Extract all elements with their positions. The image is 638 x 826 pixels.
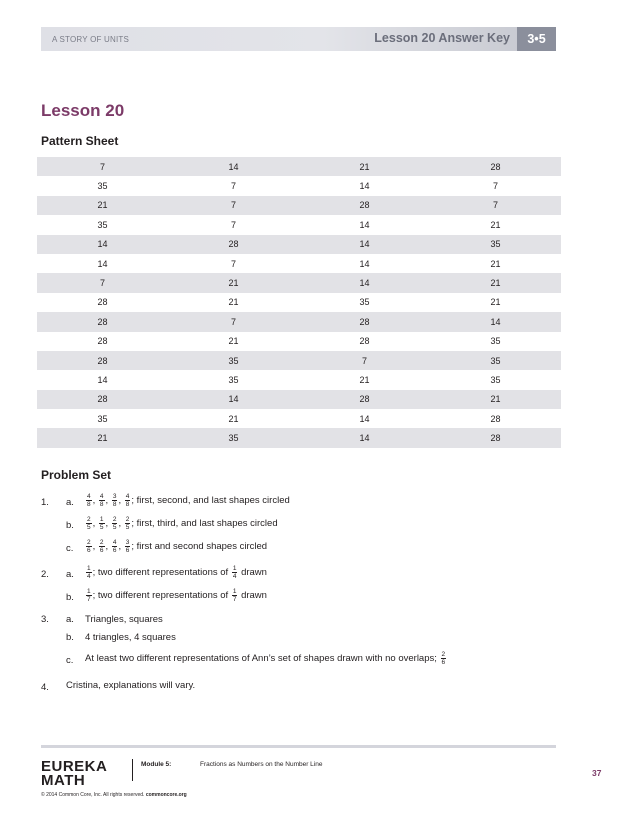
pattern-cell: 7 [37,157,168,176]
pattern-cell: 14 [299,235,430,254]
answer-1a: $\frac{4}{8}$ , $\frac{4}{8}$ , $\frac{3}{8}$ , $\frac{4}{8}$ ; first, second, and last shapes circled [87,493,290,508]
denominator: 5 [99,524,104,531]
pattern-cell: 28 [430,428,561,447]
fraction-glyph [99,493,105,508]
numerator: 1 [232,565,237,572]
fraction-glyph [125,539,131,554]
pattern-cell: 35 [430,235,561,254]
copyright-text: © 2014 Common Core, Inc. All rights reserved. [41,792,145,798]
fraction-glyph [232,588,238,603]
answer-3b: 4 triangles, 4 squares [85,632,176,643]
fraction-glyph [112,539,118,554]
denominator: 6 [87,547,91,554]
answer-2b: $\frac{1}{7}$ ; two different representations of $\frac{1}{7}$ drawn [87,588,267,603]
part-letter: b. [66,520,74,531]
pattern-cell: 7 [430,176,561,195]
pattern-cell: 7 [37,273,168,292]
pattern-cell: 14 [299,273,430,292]
pattern-cell: 35 [299,293,430,312]
pattern-cell: 21 [430,390,561,409]
numerator: 4 [112,539,117,546]
part-letter: c. [66,543,74,554]
pattern-cell: 21 [168,293,299,312]
fraction [85,590,93,601]
fraction-glyph [125,516,131,531]
part-letter: a. [66,497,74,508]
answer-1b: $\frac{2}{5}$ , $\frac{1}{5}$ , $\frac{2}{5}$ , $\frac{2}{5}$ ; first, third, and last shapes circled [87,516,278,531]
fraction-glyph [86,539,92,554]
page-number: 37 [592,768,602,778]
numerator: 1 [87,588,91,595]
pattern-cell: 14 [37,235,168,254]
module-label: Module 5: [141,761,172,768]
answer-2a: $\frac{1}{4}$ ; two different representations of $\frac{1}{4}$ drawn [87,565,267,580]
pattern-cell: 14 [299,409,430,428]
fraction [231,567,239,578]
numerator: 3 [112,493,117,500]
numerator: 4 [87,493,91,500]
pattern-cell: 21 [37,428,168,447]
logo-line: EUREKA [41,758,108,775]
pattern-cell: 28 [37,312,168,331]
pattern-row [37,390,561,409]
pattern-row [37,409,561,428]
pattern-cell: 28 [299,312,430,331]
answer-4: Cristina, explanations will vary. [66,680,196,691]
denominator: 6 [99,547,104,554]
answer-3c [85,651,447,666]
pattern-row [37,196,561,215]
pattern-cell: 14 [37,254,168,273]
pattern-cell: 21 [430,215,561,234]
pattern-cell: 28 [299,390,430,409]
denominator: 4 [87,573,91,580]
numerator: 2 [87,539,91,546]
part-letter: b. [66,592,74,603]
pattern-cell: 14 [299,215,430,234]
numerator: 1 [99,516,104,523]
pattern-cell: 7 [299,351,430,370]
pattern-row [37,312,561,331]
denominator: 6 [441,659,446,666]
problem-number: 1. [41,497,49,508]
pattern-cell: 7 [430,196,561,215]
pattern-cell: 21 [299,157,430,176]
pattern-cell: 28 [430,157,561,176]
pattern-cell: 21 [430,273,561,292]
answer-1c: $\frac{2}{6}$ , $\frac{2}{6}$ , $\frac{4}{6}$ , $\frac{3}{6}$ ; first and second shapes circled [87,539,268,554]
pattern-cell: 28 [299,332,430,351]
fraction-list: $\frac{2}{5}$ , $\frac{1}{5}$ , $\frac{2}{5}$ , $\frac{2}{5}$ [87,516,130,531]
part-letter: c. [66,655,74,666]
pattern-cell: 35 [37,215,168,234]
denominator: 8 [87,501,91,508]
pattern-sheet-title: Pattern Sheet [41,134,119,148]
pattern-cell: 14 [299,176,430,195]
denominator: 8 [99,501,104,508]
pattern-row [37,428,561,447]
pattern-cell: 7 [168,215,299,234]
pattern-cell: 21 [168,273,299,292]
answer-text: two different representations of [97,567,229,579]
pattern-row [37,235,561,254]
eureka-math-logo [41,760,107,788]
numerator: 3 [125,539,130,546]
denominator: 8 [125,501,130,508]
fraction-glyph [112,516,118,531]
numerator: 4 [99,493,104,500]
fraction-glyph [86,565,92,580]
pattern-cell: 28 [37,293,168,312]
pattern-cell: 14 [168,157,299,176]
part-letter: a. [66,569,74,580]
fraction-list: $\frac{2}{6}$ , $\frac{2}{6}$ , $\frac{4}{6}$ , $\frac{3}{6}$ [87,539,130,554]
fraction [440,653,448,664]
denominator: 7 [232,596,237,603]
problem-number: 4. [41,682,49,693]
numerator: 4 [125,493,130,500]
pattern-cell: 28 [430,409,561,428]
denominator: 5 [87,524,91,531]
answer-text: first, second, and last shapes circled [136,495,290,507]
pattern-cell: 21 [299,370,430,389]
pattern-row [37,273,561,292]
numerator: 2 [87,516,91,523]
numerator: 2 [112,516,117,523]
pattern-cell: 35 [430,370,561,389]
fraction-glyph [112,493,118,508]
pattern-row [37,176,561,195]
series-label: A STORY OF UNITS [52,35,129,44]
denominator: 8 [112,501,117,508]
pattern-cell: 14 [299,428,430,447]
numerator: 2 [125,516,130,523]
pattern-cell: 7 [168,196,299,215]
pattern-cell: 7 [168,254,299,273]
pattern-cell: 28 [37,332,168,351]
pattern-cell: 28 [168,235,299,254]
pattern-cell: 14 [37,370,168,389]
pattern-row [37,370,561,389]
denominator: 6 [125,547,130,554]
pattern-cell: 21 [430,293,561,312]
denominator: 5 [112,524,117,531]
copyright-site: commoncore.org [145,792,187,798]
fraction-glyph [99,539,105,554]
answer-3a: Triangles, squares [85,614,163,625]
fraction-list: $\frac{4}{8}$ , $\frac{4}{8}$ , $\frac{3}{8}$ , $\frac{4}{8}$ [87,493,130,508]
pattern-table [37,157,561,448]
pattern-cell: 35 [37,176,168,195]
pattern-cell: 14 [299,254,430,273]
pattern-cell: 35 [168,428,299,447]
pattern-cell: 21 [37,196,168,215]
part-letter: b. [66,632,74,643]
footer-divider [132,759,133,781]
fraction-glyph [86,516,92,531]
pattern-cell: 14 [430,312,561,331]
pattern-cell: 35 [430,332,561,351]
problem-number: 3. [41,614,49,625]
problem-number: 2. [41,569,49,580]
answer-text: drawn [241,567,267,579]
numerator: 1 [232,588,237,595]
module-description: Fractions as Numbers on the Number Line [200,761,323,768]
pattern-row [37,157,561,176]
pattern-cell: 7 [168,176,299,195]
answer-text: drawn [241,590,267,602]
numerator: 2 [441,651,446,658]
pattern-cell: 28 [37,351,168,370]
lesson-title: Lesson 20 [41,101,125,120]
copyright [41,792,187,798]
numerator: 2 [99,539,104,546]
grade-module-badge: 3•5 [517,27,556,51]
numerator: 1 [87,565,91,572]
pattern-cell: 35 [37,409,168,428]
pattern-row [37,351,561,370]
answer-text: two different representations of [97,590,229,602]
fraction-glyph [99,516,105,531]
fraction-glyph [86,493,92,508]
fraction [231,590,239,601]
fraction-glyph [441,651,447,666]
pattern-cell: 7 [168,312,299,331]
pattern-cell: 28 [37,390,168,409]
fraction-glyph [125,493,131,508]
pattern-row [37,332,561,351]
pattern-cell: 21 [168,332,299,351]
fraction-glyph [232,565,238,580]
answer-text: first, third, and last shapes circled [136,518,278,530]
fraction-glyph [86,588,92,603]
answer-key-title: Lesson 20 Answer Key [374,31,510,45]
pattern-cell: 35 [168,351,299,370]
pattern-cell: 35 [430,351,561,370]
pattern-cell: 28 [299,196,430,215]
fraction [85,567,93,578]
pattern-cell: 14 [168,390,299,409]
pattern-cell: 21 [168,409,299,428]
logo-line: MATH [41,772,86,789]
problem-set-title: Problem Set [41,468,112,482]
pattern-row [37,215,561,234]
pattern-cell: 21 [430,254,561,273]
answer-text: first and second shapes circled [136,541,268,553]
denominator: 5 [125,524,130,531]
answer-text: At least two different representations of Ann’s set of shapes drawn with no overlaps; [85,653,437,665]
denominator: 4 [232,573,237,580]
pattern-row [37,254,561,273]
part-letter: a. [66,614,74,625]
footer-rule [41,745,556,748]
denominator: 7 [87,596,91,603]
pattern-row [37,293,561,312]
pattern-cell: 35 [168,370,299,389]
denominator: 6 [112,547,117,554]
